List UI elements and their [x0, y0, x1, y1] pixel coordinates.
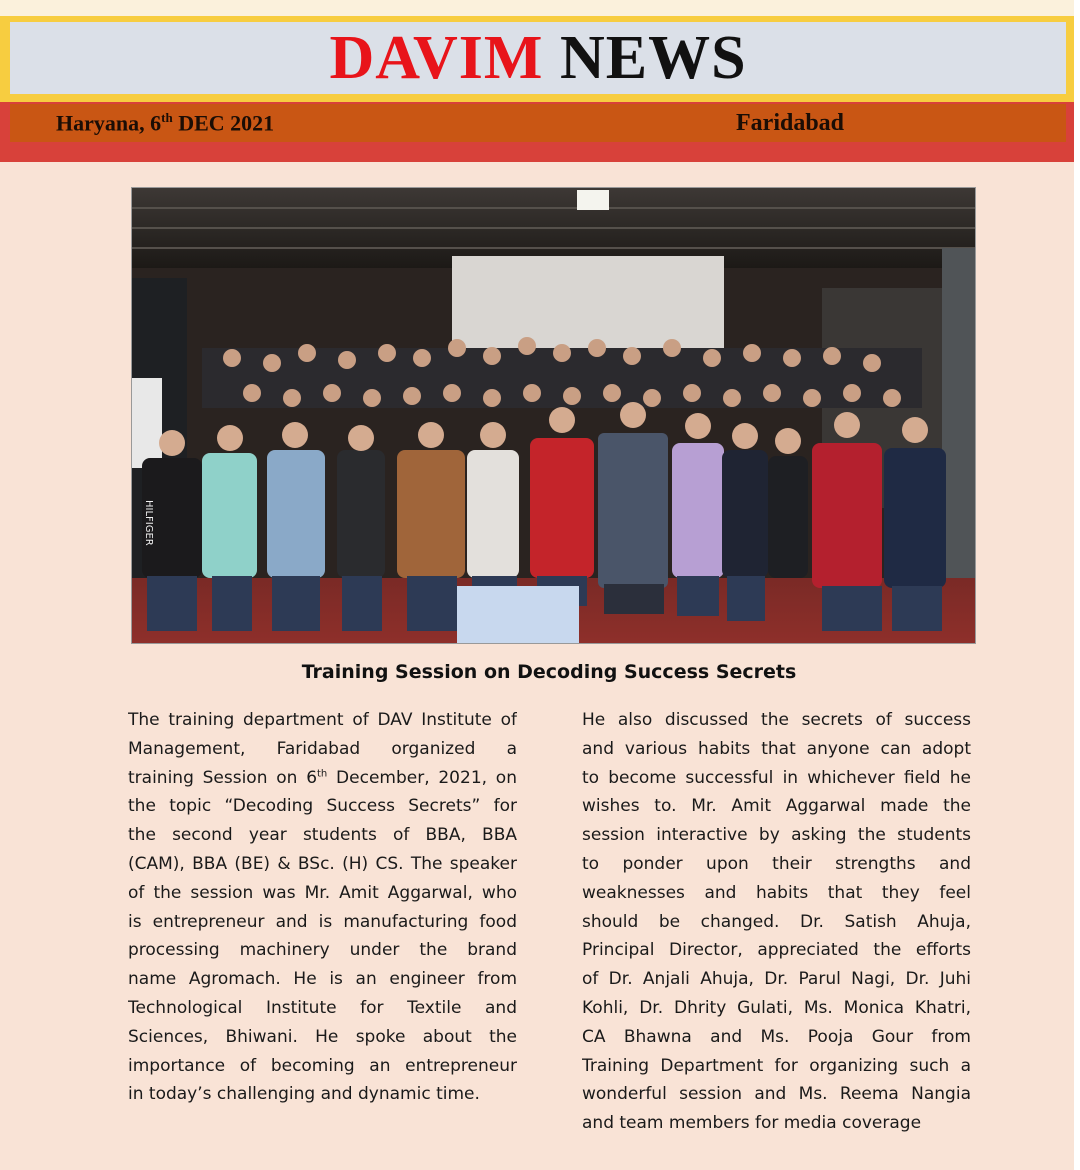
article-headline: Training Session on Decoding Success Secrets [301, 661, 797, 683]
article-line: should be changed. Dr. Satish Ahuja, [582, 911, 971, 932]
masthead [0, 16, 1080, 102]
top-strip [0, 0, 1080, 16]
article-line: to ponder upon their strengths and [582, 853, 971, 874]
article-line: Management, Faridabad organized a [128, 738, 517, 759]
article-line: Sciences, Bhiwani. He spoke about the [128, 1026, 517, 1047]
article-line: training Session on 6th December, 2021, on [128, 767, 517, 788]
article-column-right [582, 706, 971, 1138]
gift-box [457, 586, 579, 643]
article-column-left [128, 706, 517, 1109]
article-line: in today’s challenging and dynamic time. [128, 1084, 480, 1105]
page-edge [1074, 0, 1080, 1170]
article-line: is entrepreneur and is manufacturing food [128, 911, 517, 932]
article-line: the second year students of BBA, BBA [128, 825, 517, 846]
article-line: weaknesses and habits that they feel [582, 882, 971, 903]
article-line: Principal Director, appreciated the efforts [582, 940, 971, 961]
date-suffix: th [317, 767, 328, 779]
article-line: CA Bhawna and Ms. Pooja Gour from [582, 1026, 971, 1047]
hoodie-text: HILFIGER [143, 500, 154, 546]
newspaper-title [10, 22, 1066, 94]
article-line: of Dr. Anjali Ahuja, Dr. Parul Nagi, Dr. Juhi [582, 969, 971, 990]
article-line: wonderful session and Ms. Reema Nangia [582, 1084, 971, 1105]
article-line: (CAM), BBA (BE) & BSc. (H) CS. The speaker [128, 853, 517, 874]
masthead-panel [10, 22, 1066, 94]
article-line: of the session was Mr. Amit Aggarwal, who [128, 882, 517, 903]
issue-date-rest: DEC 2021 [172, 110, 275, 136]
article-line: wishes to. Mr. Amit Aggarwal made the [582, 796, 971, 817]
issue-date-suffix: th [161, 110, 173, 125]
issue-city: Faridabad [736, 110, 845, 136]
dateline-bar [0, 102, 1080, 162]
article-line: processing machinery under the brand [128, 940, 517, 961]
line-continuation: December, 2021, on [327, 767, 517, 788]
article-line: Technological Institute for Textile and [128, 997, 517, 1018]
article-line: name Agromach. He is an engineer from [128, 969, 517, 990]
issue-date-location: Haryana, 6 [56, 110, 162, 136]
issue-date [56, 110, 274, 136]
title-red-part: DAVIM [329, 24, 544, 92]
title-black-part: NEWS [559, 24, 747, 92]
dateline-panel [10, 104, 1066, 142]
group-photo [131, 187, 976, 644]
article-line: and team members for media coverage [582, 1113, 922, 1134]
article-line: importance of becoming an entrepreneur [128, 1055, 517, 1076]
article-line: He also discussed the secrets of success [582, 710, 971, 730]
article-line: to become successful in whichever field he [582, 767, 971, 788]
ceiling-light [577, 190, 609, 210]
article-line: session interactive by asking the students [582, 825, 971, 846]
article-line: the topic “Decoding Success Secrets” for [128, 796, 517, 817]
article-line: Kohli, Dr. Dhrity Gulati, Ms. Monica Khatri, [582, 997, 971, 1018]
article-line: The training department of DAV Institute of [128, 710, 517, 730]
article-line: Training Department for organizing such a [582, 1055, 971, 1076]
article-line: and various habits that anyone can adopt [582, 738, 971, 759]
